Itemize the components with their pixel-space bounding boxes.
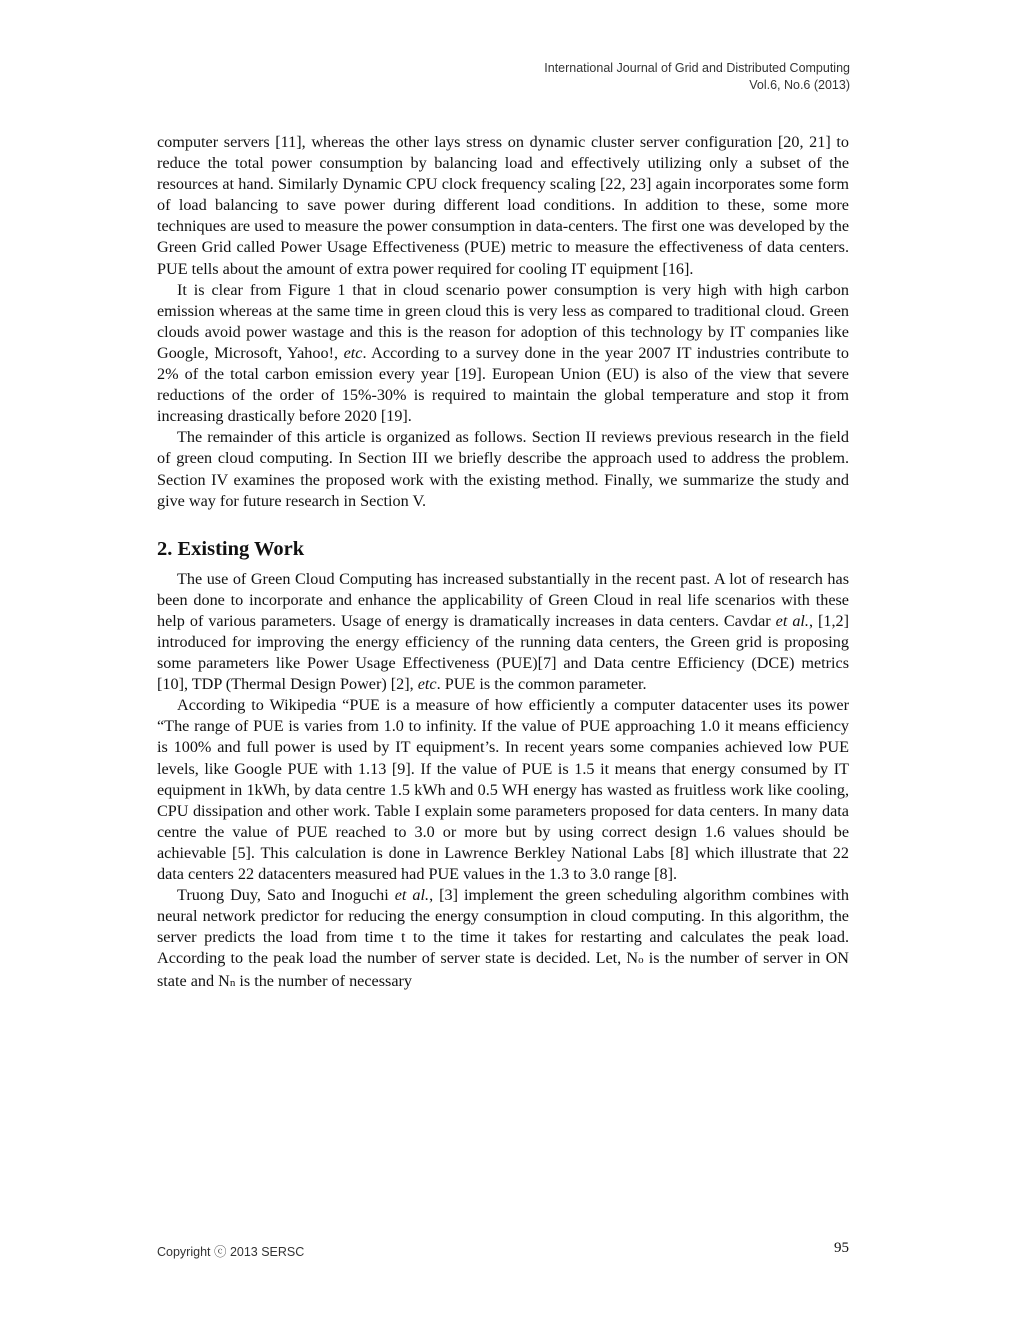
paragraph-1: computer servers [11], whereas the other lays stress on dynamic cluster server configuration [20, 21] to reduce the total power consumption by balancing load and effectively utilizing only a subset of the resources at hand. Similarly Dynamic CPU clock frequency scaling [22, 23] again incorporates some form of load balancing to save power during different load conditions. In addition to these, some more techniques are used to measure the power consumption in data-centers. The first one was developed by the Green Grid called Power Usage Effectiveness (PUE) metric to measure the effectiveness of data centers. PUE tells about the amount of extra power required for cooling IT equipment [16]. xyxy=(157,133,849,278)
paragraph-4-etal: et al. xyxy=(775,611,809,630)
page-footer xyxy=(157,1242,849,1260)
paragraph-3: The remainder of this article is organized as follows. Section II reviews previous research in the field of green cloud computing. In Section III we briefly describe the approach used to address the problem. Section IV examines the proposed work with the existing method. Finally, we summarize the study and give way for future research in Section V. xyxy=(157,428,849,510)
volume-info: Vol.6, No.6 (2013) xyxy=(749,78,850,92)
paragraph-2-etc: etc xyxy=(343,343,363,362)
paragraph-6-text-d: is the number of necessary xyxy=(235,972,412,991)
paragraph-2-text-b: . According to a survey done in the year 2007 IT industries contribute to 2% of the total carbon emission every year [19]. European Union (EU) is also of the view that severe reductions of the order of 15%-30% is required to maintain the global temperature and stop it from increasing drastically before 2020 [19]. xyxy=(157,343,849,426)
paragraph-4-text-a: The use of Green Cloud Computing has increased substantially in the recent past. A lot of research has been done to incorporate and enhance the applicability of Green Cloud in real life scenarios with these help of various parameters. Usage of energy is dramatically increases in data centers. Cavdar xyxy=(157,569,849,630)
paragraph-4-text-c: . PUE is the common parameter. xyxy=(436,675,647,694)
paragraph-4 xyxy=(157,569,849,696)
section-heading: 2. Existing Work xyxy=(157,537,305,560)
paragraph-6-text-c: is the number of server in ON state and N xyxy=(157,949,849,991)
paragraph-6-text-b: , [3] implement the green scheduling algorithm combines with neural network predictor for reducing the energy consumption in cloud computing. In this algorithm, the server predicts the load from time t to the time it takes for restarting and calculates the peak load. According to the peak load the number of server state is decided. Let, N xyxy=(157,886,849,968)
journal-name: International Journal of Grid and Distributed Computing xyxy=(544,61,850,75)
subscript-n: n xyxy=(229,977,236,990)
paragraph-6-text-a: Truong Duy, Sato and Inoguchi xyxy=(177,886,395,905)
paragraph-4-etc: etc xyxy=(417,675,437,694)
subscript-o: o xyxy=(638,954,644,967)
paragraph-6-etal: et al. xyxy=(394,886,430,905)
paragraph-6 xyxy=(157,885,849,994)
article-body xyxy=(157,132,849,995)
paragraph-4-text-b: , [1,2] introduced for improving the energy efficiency of the running data centers, the Green grid is proposing some parameters like Power Usage Effectiveness (PUE)[7] and Data centre Efficiency (DCE) metrics [10], TDP (Thermal Design Power) [2], xyxy=(157,611,850,694)
copyright-notice: Copyright ⓒ 2013 SERSC xyxy=(157,1245,305,1259)
paragraph-5: According to Wikipedia “PUE is a measure of how efficiently a computer datacenter uses its power “The range of PUE is varies from 1.0 to infinity. If the value of PUE approaching 1.0 it means efficiency is 100% and full power is used by IT equipment’s. In recent years some companies achieved low PUE levels, like Google PUE with 1.13 [9]. If the value of PUE is 1.5 it means that energy consumed by IT equipment in 1kWh, by data centre 1.5 kWh and 0.5 WH energy has wasted as fruitless work like cooling, CPU dissipation and other work. Table I explain some parameters proposed for data centers. In many data centre the value of PUE reached to 3.0 or more but by using correct design 1.6 values should be achievable [5]. This calculation is done in Lawrence Berkley National Labs [8] which illustrate that 22 data centers 22 datacenters measured had PUE values in the 1.3 to 3.0 range [8]. xyxy=(157,696,849,883)
paragraph-2-text-a: It is clear from Figure 1 that in cloud scenario power consumption is very high with high carbon emission whereas at the same time in green cloud this is very less as compared to traditional cloud. Green clouds avoid power wastage and this is the reason for adoption of this technology by IT companies like Google, Microsoft, Yahoo!, xyxy=(157,280,849,362)
page-number: 95 xyxy=(834,1240,849,1256)
paragraph-2 xyxy=(157,280,849,428)
running-header xyxy=(544,60,850,94)
